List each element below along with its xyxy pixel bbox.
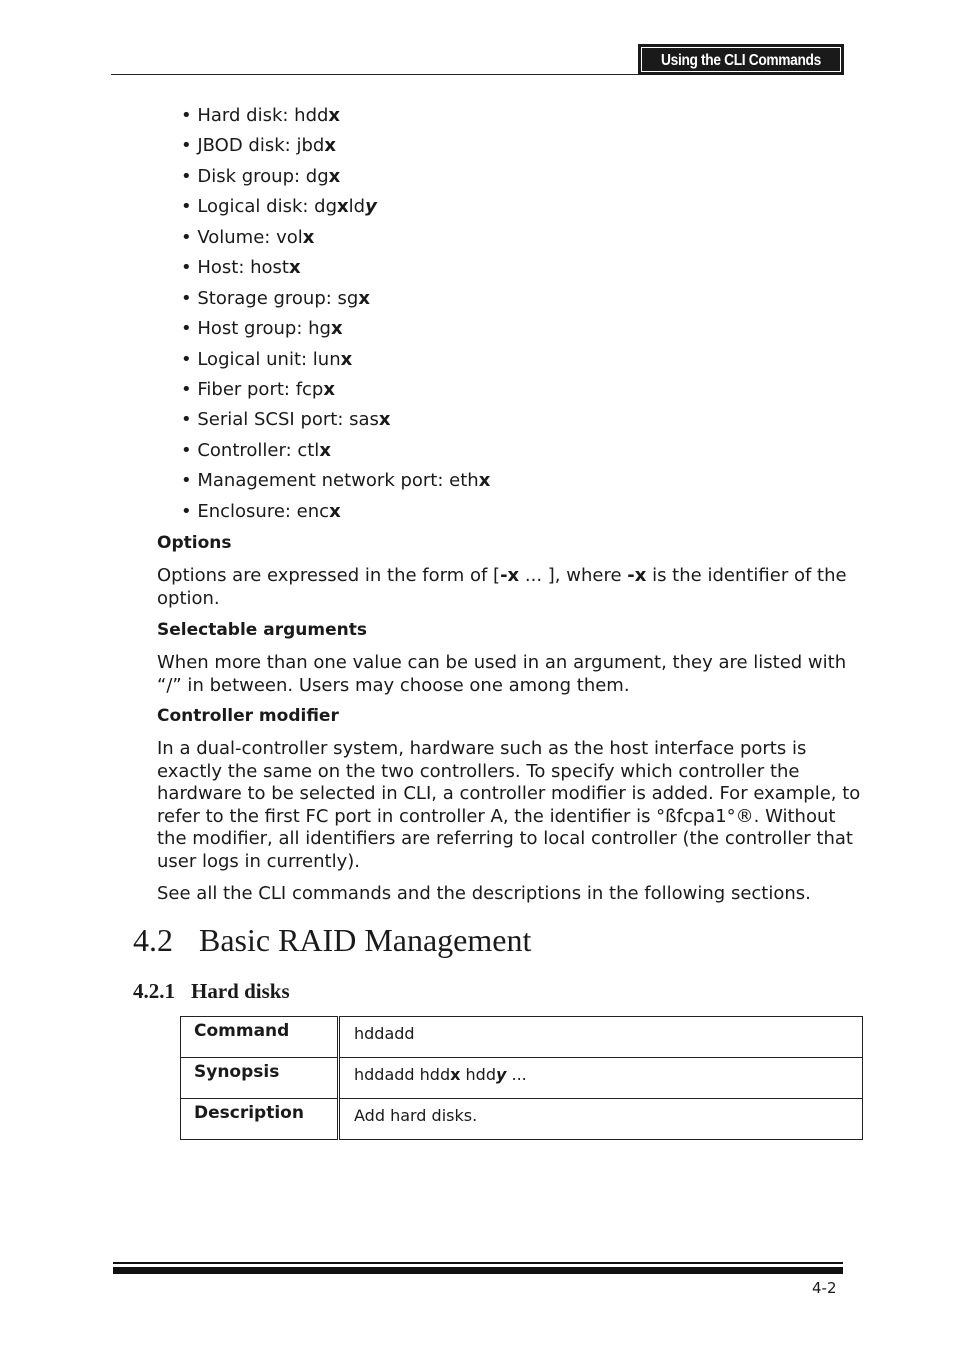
controller-modifier-paragraph: In a dual-controller system, hardware such as the host interface ports is exactly the same on the two controllers. To specify which controller the hardware to be selected in CLI, a controller modifier is added. For example, to refer to the first FC port in controller A, the identifier is °ßfcpa1°®. Without the modifier, all identifiers are referring to local controller (the controller that user logs in currently).	[157, 738, 861, 872]
list-item: • Enclosure: encx	[181, 500, 341, 522]
footer-rule-thin	[113, 1262, 843, 1264]
page-number: 4-2	[812, 1279, 837, 1297]
table-row	[181, 1058, 863, 1099]
section-heading: 4.2 Basic RAID Management	[133, 922, 532, 958]
command-value: hddadd	[339, 1017, 863, 1058]
description-value: Add hard disks.	[339, 1099, 863, 1140]
description-label: Description	[181, 1099, 339, 1140]
identifier-list	[181, 104, 490, 530]
command-table	[180, 1016, 863, 1140]
list-item: • Logical unit: lunx	[181, 348, 353, 370]
header-section-title: Using the CLI Commands	[661, 52, 821, 69]
table-row	[181, 1099, 863, 1140]
selectable-arguments-paragraph: When more than one value can be used in an argument, they are listed with “/” in between. Users may choose one among them.	[157, 652, 847, 696]
list-item: • Host: hostx	[181, 257, 301, 279]
controller-modifier-heading: Controller modifier	[157, 706, 339, 726]
list-item: • JBOD disk: jbdx	[181, 135, 336, 157]
footer-rule-thick	[113, 1267, 843, 1274]
command-label: Command	[181, 1017, 339, 1058]
list-item: • Host group: hgx	[181, 318, 343, 340]
list-item: • Storage group: sgx	[181, 287, 370, 309]
see-all-paragraph: See all the CLI commands and the descriptions in the following sections.	[157, 883, 811, 904]
options-heading: Options	[157, 533, 232, 553]
synopsis-value: hddadd hddx hddy ...	[339, 1058, 863, 1099]
list-item: • Hard disk: hddx	[181, 105, 341, 126]
list-item: • Controller: ctlx	[181, 439, 331, 461]
list-item: • Disk group: dgx	[181, 165, 341, 187]
selectable-arguments-heading: Selectable arguments	[157, 620, 367, 640]
options-paragraph: Options are expressed in the form of [-x ... ], where -x is the identifier of the option.	[157, 565, 847, 609]
list-item: • Serial SCSI port: sasx	[181, 409, 391, 431]
table-row	[181, 1017, 863, 1058]
header-section-tab	[638, 44, 844, 75]
list-item: • Volume: volx	[181, 226, 315, 248]
list-item: • Management network port: ethx	[181, 470, 491, 492]
synopsis-label: Synopsis	[181, 1058, 339, 1099]
list-item: • Fiber port: fcpx	[181, 378, 335, 400]
subsection-heading: 4.2.1 Hard disks	[133, 979, 290, 1003]
list-item: • Logical disk: dgxldy	[181, 196, 377, 218]
